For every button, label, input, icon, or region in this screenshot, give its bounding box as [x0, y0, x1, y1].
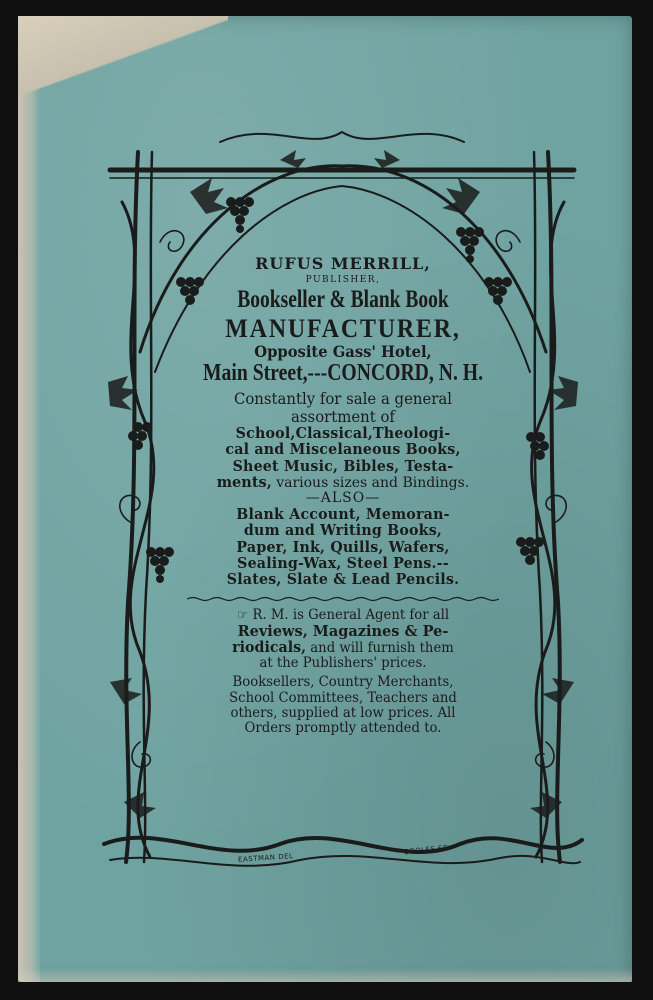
books-line-4-regular: various sizes and Bindings. — [271, 474, 470, 491]
books-line-1: School,Classical,Theologi- — [235, 425, 451, 443]
stationery-line-5: Slates, Slate & Lead Pencils. — [226, 571, 460, 589]
books-line-3: Sheet Music, Bibles, Testa- — [232, 457, 454, 475]
agent-line-1-text: R. M. is General Agent for all — [248, 607, 450, 624]
agent-line-1 — [173, 608, 512, 624]
pointing-hand-icon: ☞ — [236, 608, 249, 624]
supply-line-3: others, supplied at low prices. All — [230, 704, 456, 721]
also-divider: —ALSO— — [305, 490, 381, 507]
agent-line-3 — [173, 640, 512, 656]
publisher-role: PUBLISHER, — [305, 274, 381, 285]
advertisement-text — [170, 255, 516, 736]
stationery-line-2: dum and Writing Books, — [243, 522, 443, 540]
stationery-line-3: Paper, Ink, Quills, Wafers, — [236, 538, 450, 556]
stationery-line-1: Blank Account, Memoran- — [236, 506, 450, 524]
engraver-signature-right: BOOLES SC — [403, 843, 449, 857]
trade-line: Bookseller & Blank Book — [237, 285, 449, 313]
agent-line-3-bold: riodicals, — [232, 639, 307, 657]
books-line-2: cal and Miscelaneous Books, — [225, 441, 461, 459]
agent-line-3-regular: and will furnish them — [306, 640, 454, 657]
supply-line-2: School Committees, Teachers and — [229, 689, 457, 706]
for-sale-line: Constantly for sale a general — [233, 390, 453, 409]
publisher-name: RUFUS MERRILL, — [255, 254, 431, 273]
supply-line-1: Booksellers, Country Merchants, — [232, 674, 454, 691]
manufacturer-line: MANUFACTURER, — [225, 313, 461, 343]
agent-line-2: Reviews, Magazines & Pe- — [237, 622, 449, 640]
address-line: Main Street,---CONCORD, N. H. — [202, 360, 484, 387]
books-line-4 — [170, 475, 516, 492]
assortment-line: assortment of — [291, 407, 395, 426]
books-line-4-bold: ments, — [216, 473, 272, 491]
worn-bottom-edge — [18, 968, 632, 982]
stationery-line-4: Sealing-Wax, Steel Pens.-- — [237, 554, 449, 572]
supply-line-4: Orders promptly attended to. — [244, 719, 442, 736]
engraver-signature-left: EASTMAN DEL — [237, 852, 294, 864]
wavy-rule — [187, 596, 499, 602]
agent-line-4: at the Publishers' prices. — [259, 655, 427, 672]
location-line: Opposite Gass' Hotel, — [254, 342, 432, 362]
